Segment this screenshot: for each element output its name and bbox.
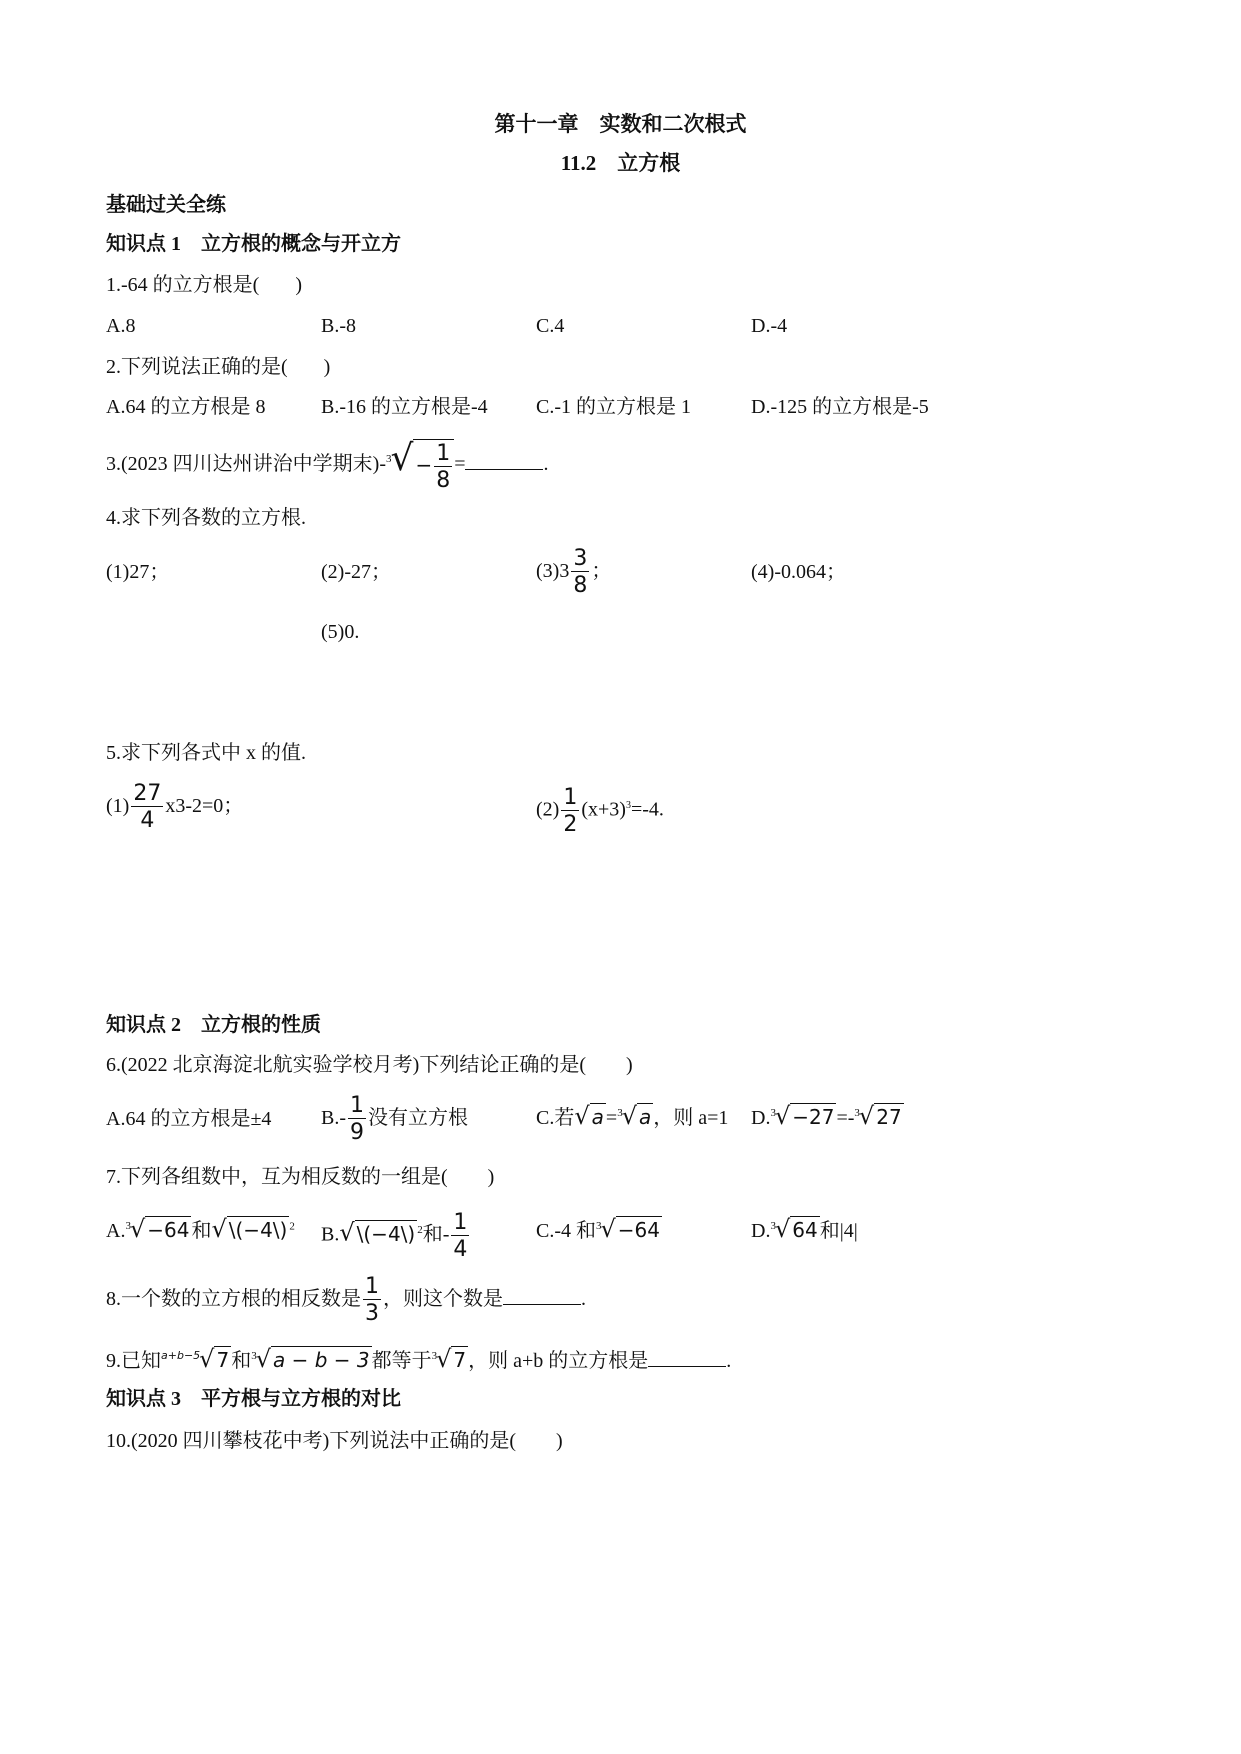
cube-root-sign: √ [390,438,414,479]
answer-blank[interactable] [648,1348,726,1367]
question-9: 9.已知$^{a+b-5}$√ 7 和$^3$√ a − b − 3 都等于$^3$√ 7 ，则 a+b 的立方根是 . [106,1345,732,1373]
question-10-stem: 10.(2020 四川攀枝花中考)下列说法中正确的是( ) [106,1430,563,1452]
question-4-part-1: (1)27； [106,561,170,583]
question-1-stem: 1.-64 的立方根是( ) [106,274,302,296]
question-5-stem: 5.求下列各式中 x 的值. [106,742,306,764]
answer-blank[interactable] [503,1286,581,1305]
question-7-stem: 7.下列各组数中，互为相反数的一组是( ) [106,1166,495,1188]
question-6-option-c: C.若√ a =$^3$√ a ，则 a=1 [536,1102,729,1130]
question-8: 8.一个数的立方根的相反数是 $\frac{1}{3}$ ，则这个数是 . [106,1274,586,1327]
radicand: − $\frac{1}{8}$ [413,439,454,493]
question-6-option-d: D.$^3$√ −27 =-$^3$√ 27 [751,1102,902,1130]
question-4-part-4: (4)-0.064； [751,561,846,583]
question-6-stem: 6.(2022 北京海淀北航实验学校月考)下列结论正确的是( ) [106,1054,633,1076]
section-basic-heading: 基础过关全练 [106,194,226,216]
question-4-part-5: (5)0. [321,621,360,643]
question-4-part-3: (3)3 $\frac{3}{8}$ ； [536,546,612,599]
question-2-option-c: C.-1 的立方根是 1 [536,396,691,418]
question-7-option-c: C.-4 和$^3$√ −64 [536,1215,661,1243]
question-4-part-2: (2)-27； [321,561,391,583]
question-7-option-b: B.√ \(−4\) $^2$和- $\frac{1}{4}$ [321,1209,468,1263]
knowledge-point-1-heading: 知识点 1 立方根的概念与开立方 [106,233,401,255]
section-title: 11.2 立方根 [560,151,681,175]
question-4-stem: 4.求下列各数的立方根. [106,507,306,529]
question-5-part-1: (1) $\frac{27}{4}$ x3-2=0； [106,781,244,834]
knowledge-point-3-heading: 知识点 3 平方根与立方根的对比 [106,1388,401,1410]
question-1-option-c: C.4 [536,315,565,337]
question-7-option-d: D.$^3$√ 64 和|4| [751,1215,858,1243]
question-2-option-a: A.64 的立方根是 8 [106,396,266,418]
question-1-option-a: A.8 [106,315,136,337]
answer-blank[interactable] [465,451,543,470]
question-1-option-d: D.-4 [751,315,788,337]
question-2-option-d: D.-125 的立方根是-5 [751,396,929,418]
question-7-option-a: A.$^3$√ −64 和√ \(−4\) $^2$ [106,1215,295,1243]
question-3: 3.(2023 四川达州讲治中学期末)-$^3$√ − $\frac{1}{8}$ = . [106,438,549,494]
knowledge-point-2-heading: 知识点 2 立方根的性质 [106,1014,321,1036]
question-2-option-b: B.-16 的立方根是-4 [321,396,488,418]
question-1-option-b: B.-8 [321,315,356,337]
question-5-part-2: (2) $\frac{1}{2}$ $(x+3)^3=-4$. [536,784,664,838]
question-6-option-a: A.64 的立方根是±4 [106,1108,272,1130]
chapter-title: 第十一章 实数和二次根式 [494,112,747,136]
question-2-stem: 2.下列说法正确的是( ) [106,356,331,378]
question-6-option-b: B.- $\frac{1}{9}$ 没有立方根 [321,1093,468,1146]
